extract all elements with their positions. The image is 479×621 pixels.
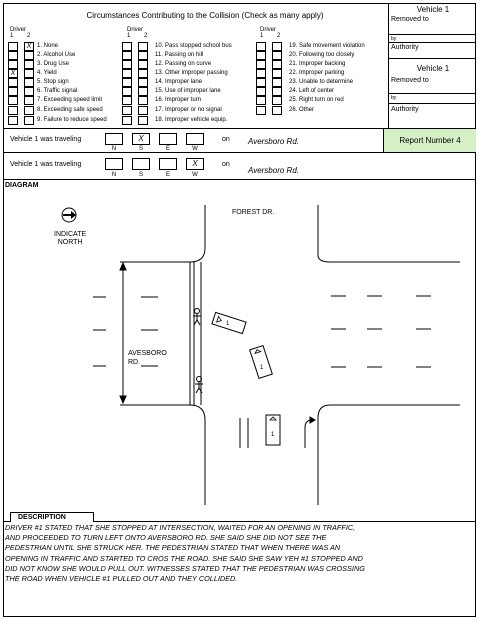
forest-dr-label: FOREST DR. [232,209,275,216]
direction-e-label: E [165,146,170,152]
circumstance-label: 21. Improper backing [289,61,346,67]
direction-s-box[interactable]: X [132,133,150,145]
circumstance-label: 15. Use of improper lane [155,88,221,94]
circumstance-label: 13. Other improper passing [155,70,228,76]
direction-s-label: S [138,146,143,152]
circumstance-label: 23. Unable to determine [289,79,354,85]
direction-w-label: W [192,172,198,178]
circumstance-label: 10. Pass stopped school bus [155,43,232,49]
circumstance-label: 12. Passing on curve [155,61,212,67]
checkbox-d1[interactable]: X [8,69,18,78]
by-label: by [391,36,397,42]
forest-dr-road [120,205,460,505]
turn-arrow-icon [305,417,315,448]
circumstance-label: 9. Failure to reduce speed [37,117,107,123]
circumstance-label: 6. Traffic signal [37,88,78,94]
circumstance-label: 11. Passing on hill [155,52,204,58]
circumstance-label: 19. Safe movement violation [289,43,365,49]
vehicle-1-title-2: Vehicle 1 [416,64,450,73]
on-label-2: on [222,161,230,168]
driver-col2-a: 2 [27,33,31,39]
circumstance-label: 1. None [37,43,59,49]
indicate-north-label: INDICATE NORTH [54,231,87,246]
circumstance-label: 4. Yield [37,70,57,76]
driver-label-c: Driver [260,27,276,33]
diagram-heading: DIAGRAM [5,182,39,189]
report-number: Report Number 4 [383,129,476,152]
circumstance-label: 8. Exceeding safe speed [37,107,103,113]
vehicle-label: 1 [260,365,264,371]
circumstance-label: 2. Alcohol Use [37,52,76,58]
circumstance-label: 17. Improper or no signal [155,107,222,113]
circumstance-label: 7. Exceeding speed limit [37,97,103,103]
circumstance-label: 16. Improper turn [155,97,202,103]
crosswalk-lines [194,262,248,448]
driver-label-a: Driver [10,27,26,33]
circumstance-label: 25. Right turn on red [289,97,344,103]
direction-w-box[interactable]: X [186,158,204,170]
road-name-1: Aversboro Rd. [248,137,299,146]
circumstance-label: 14. Improper lane [155,79,203,85]
direction-e-label: E [165,172,170,178]
driver-col1-b: 1 [127,33,131,39]
vehicle-1-title: Vehicle 1 [416,5,450,14]
driver-col1-a: 1 [10,33,14,39]
circumstance-label: 22. Improper parking [289,70,345,76]
vehicle-label: 1 [226,321,230,327]
description-text: DRIVER #1 STATED THAT SHE STOPPED AT INTERSECTION, WAITED FOR AN OPENING IN TRAFFIC, AND PROCEEDED TO TURN LEFT ONTO AVERSBORO RD. SHE SAID SHE DID NOT SEE THE PEDESTRIAN UNTIL SHE STRUCK HER. THE PEDESTRIAN STATED THAT WHEN THERE WAS AN OPENING IN TRAFFIC AND STARTED TO CROS THE ROAD. SHE SAID SHE SAW YEH #1 STOPPED AND DID NOT KNOW SHE WOULD PULL OUT. WITNESSES STATED THAT THE PEDESTRIAN WAS CROSSING THE ROAD WHEN VEHICLE #1 PULLED OUT AND THEY COLLIDED. [5,523,365,584]
direction-s-label: S [138,172,143,178]
pedestrian-icon [195,377,203,394]
on-label-1: on [222,136,230,143]
travel-label-2: Vehicle 1 was traveling [10,161,82,168]
circumstance-label: 20. Following too closely [289,52,355,58]
travel-label-1: Vehicle 1 was traveling [10,136,82,143]
circumstance-label: 5. Stop sign [37,79,69,85]
circumstance-label: 24. Left of center [289,88,335,94]
aversboro-rd-label: AVESBORO RD. [128,350,167,366]
by-label-2: by [391,95,397,101]
circumstance-label: 3. Drug Use [37,61,70,67]
direction-w-label: W [192,146,198,152]
removed-to-label: Removed to [391,16,429,23]
vehicle-1-position-c [266,415,280,445]
north-arrow-icon [62,208,76,222]
checkbox-d2[interactable]: X [24,42,34,51]
circumstance-label: 26. Other [289,107,315,113]
authority-label: Authority [391,44,419,51]
vehicle-1-position-b [250,346,273,379]
direction-n-label: N [111,146,117,152]
removed-to-label-2: Removed to [391,77,429,84]
vehicle-label: 1 [271,432,275,438]
road-width-arrow [120,263,126,403]
driver-col2-b: 2 [144,33,148,39]
authority-label-2: Authority [391,106,419,113]
direction-n-label: N [111,172,117,178]
circumstances-title: Circumstances Contributing to the Collision (Check as many apply) [86,11,324,20]
road-name-2: Aversboro Rd. [248,166,299,175]
circumstance-label: 18. Improper vehicle equip. [155,117,228,123]
description-heading: DESCRIPTION [18,514,66,521]
driver-col2-c: 2 [277,33,281,39]
driver-label-b: Driver [127,27,143,33]
driver-col1-c: 1 [260,33,264,39]
